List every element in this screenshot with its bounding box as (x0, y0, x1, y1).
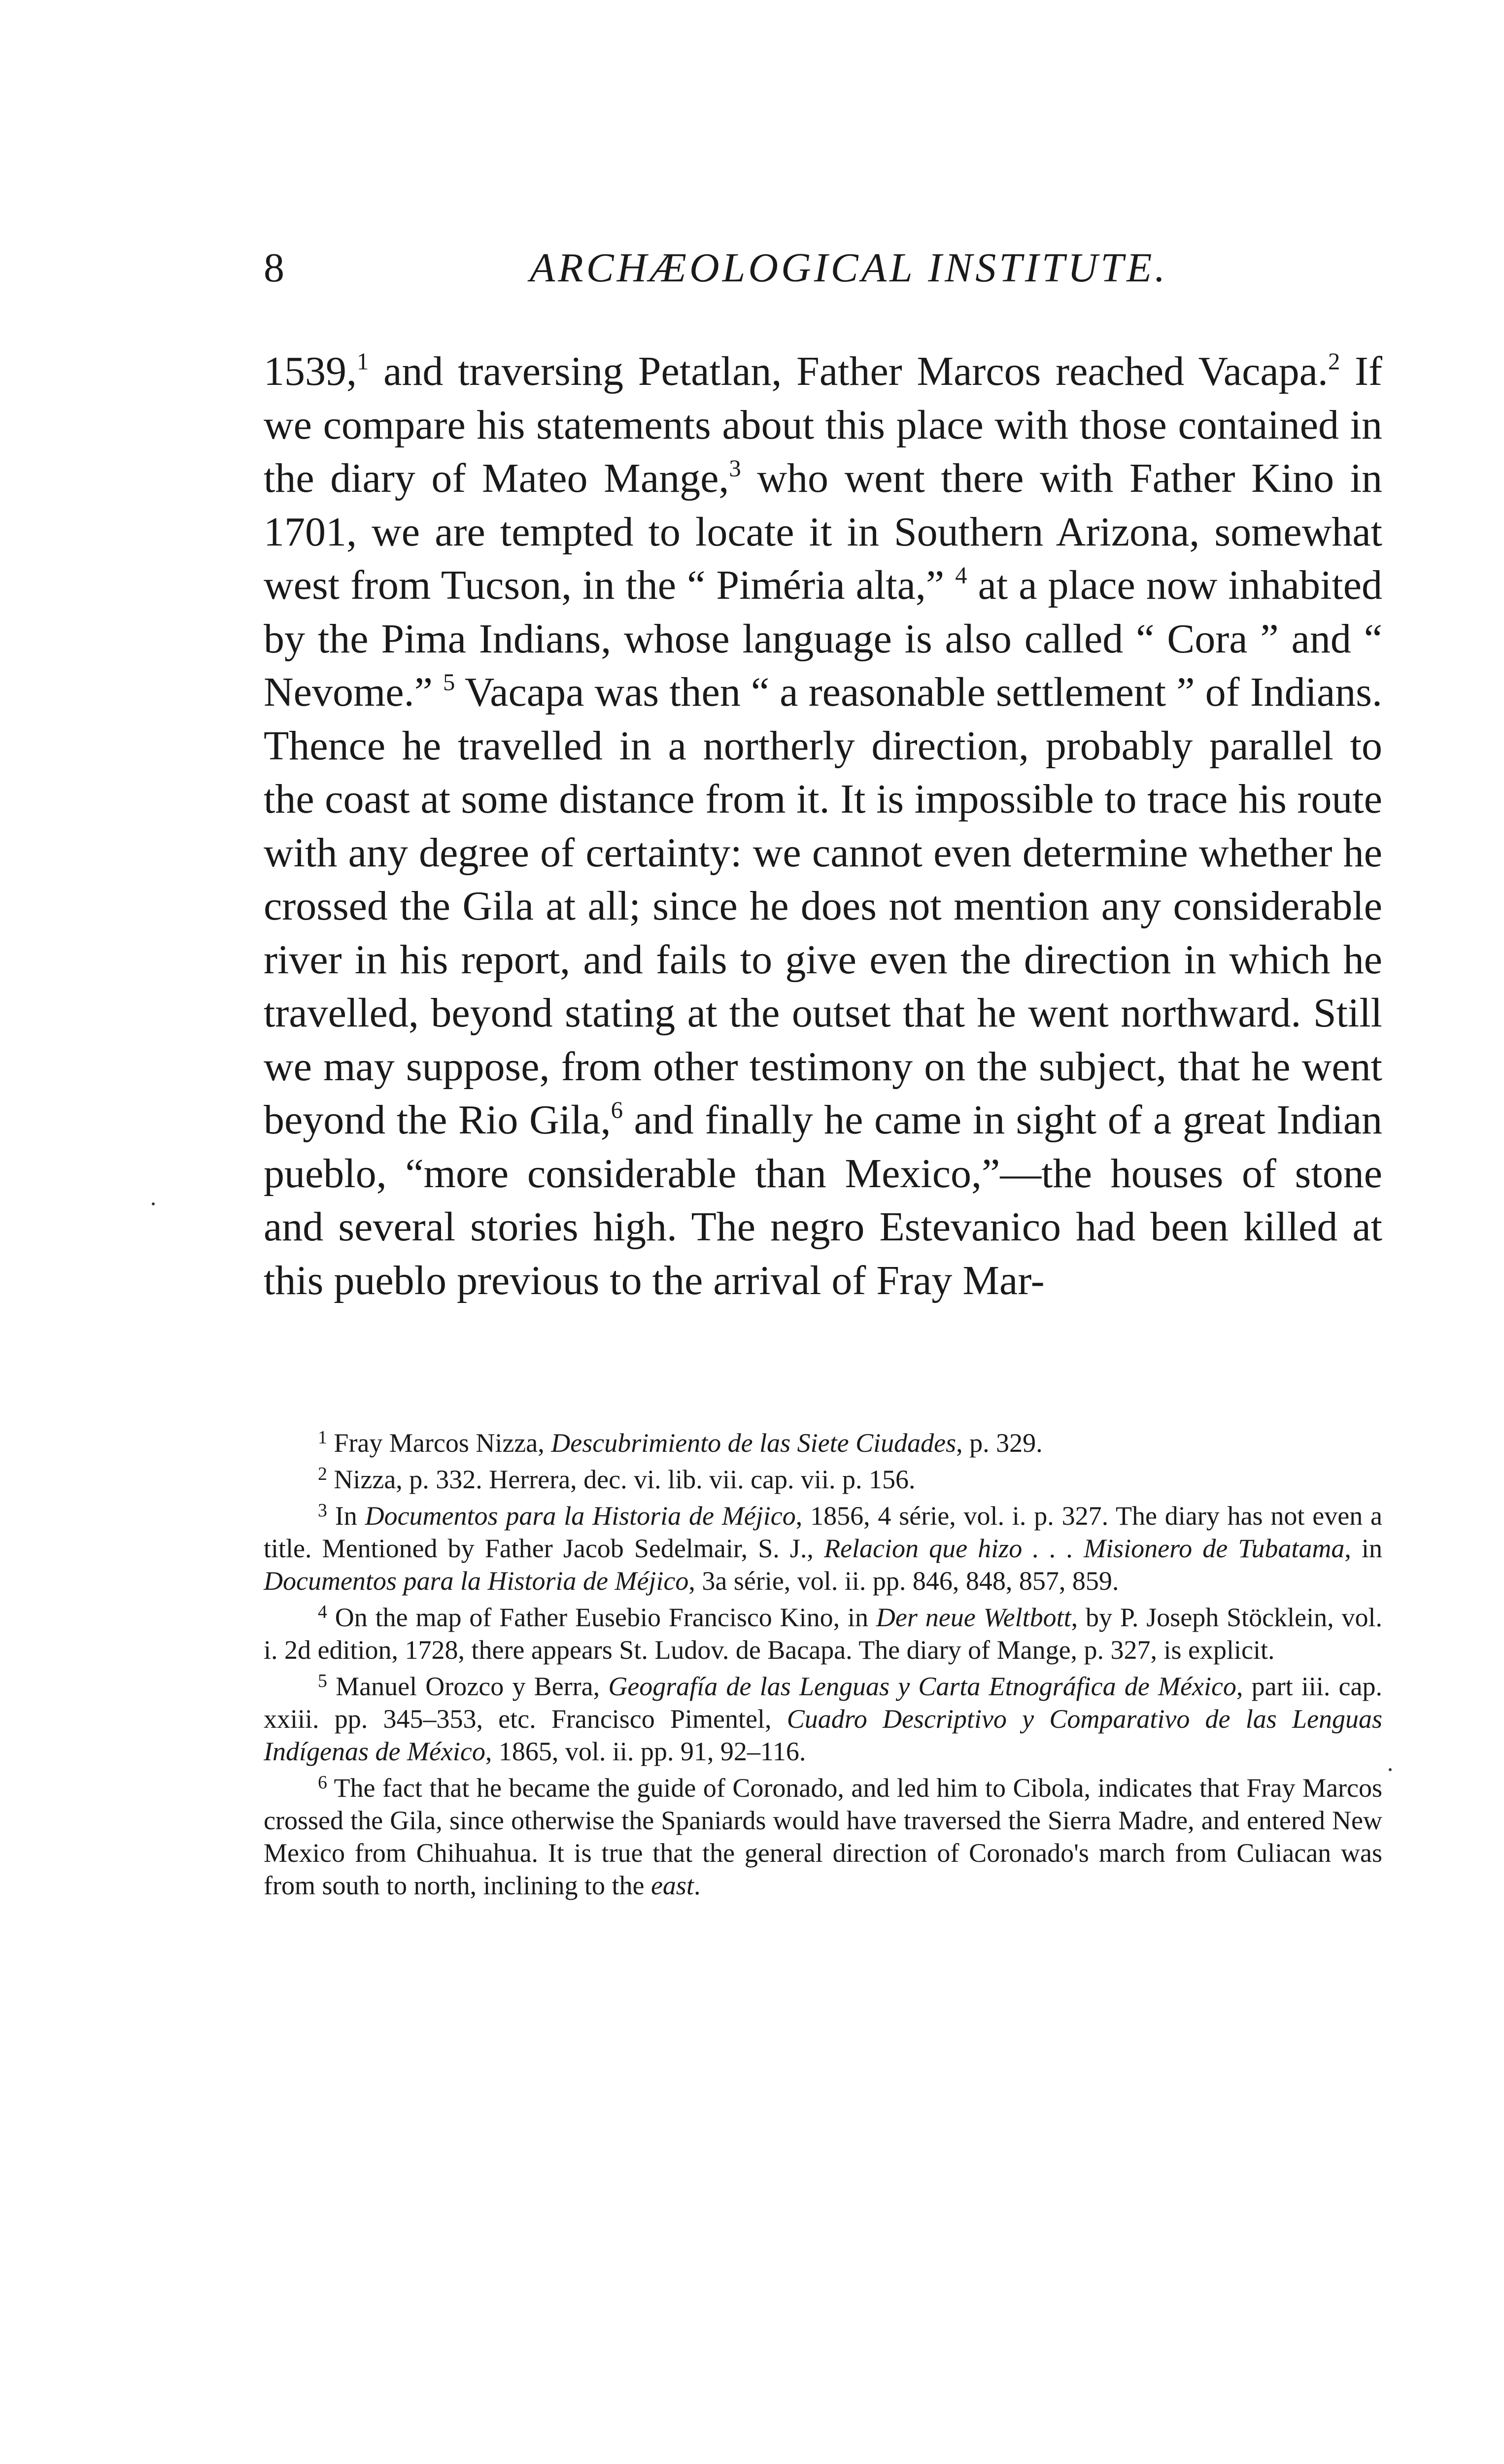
footnote-5 (264, 1670, 1382, 1768)
footnote-title: Documentos para la Historia de Méjico (365, 1501, 796, 1531)
footnote-2 (264, 1463, 1382, 1496)
footnote-text: , part iii. cap. xxiii. pp. 345–353, etc. Francisco Pimentel, (264, 1672, 1382, 1734)
footnotes (264, 1427, 1382, 1906)
footnote-title: Documentos para la Historia de Méjico (264, 1566, 689, 1596)
footnote-3 (264, 1500, 1382, 1597)
footnote-ref-4[interactable]: 4 (955, 562, 967, 589)
footnote-text: On the map of Father Eusebio Francisco Kino, in (327, 1603, 876, 1632)
footnote-text: Nizza, p. 332. Herrera, dec. vi. lib. vii. cap. vii. p. 156. (327, 1465, 916, 1494)
footnote-ref-3[interactable]: 3 (729, 455, 741, 482)
footnote-marker: 4 (318, 1602, 327, 1622)
paper-speck (152, 1202, 155, 1205)
footnote-marker: 5 (318, 1671, 327, 1691)
footnote-text: The fact that he became the guide of Coronado, and led him to Cibola, indicates that Fray Marcos crossed the Gila, since otherwise the Spaniards would have traversed the Sierra Madre, and entered New Mexico from Chihuahua. It is true that the general direction of Coronado's march from Culiacan was from south to north, inclining to the (264, 1773, 1382, 1900)
page-number: 8 (264, 245, 284, 291)
footnote-text: , in (1344, 1534, 1382, 1563)
running-title: ARCHÆOLOGICAL INSTITUTE. (530, 245, 1168, 291)
main-paragraph (264, 345, 1382, 1307)
footnote-marker: 1 (318, 1427, 327, 1448)
footnote-text: , 3a série, vol. ii. pp. 846, 848, 857, 859. (688, 1566, 1119, 1596)
footnote-1 (264, 1427, 1382, 1459)
footnote-text: , p. 329. (956, 1428, 1043, 1458)
footnote-title: Relacion que hizo . . . Misionero de Tubatama (824, 1534, 1345, 1563)
body-text-segment: Vacapa was then “ a reasonable settlement ” of Indians. Thence he travelled in a northerly direction, probably parallel to the coast at some distance from it. It is impossible to trace his route with any degree of certainty: we cannot even determine whether he crossed the Gila at all; since he does not mention any considerable river in his report, and fails to give even the direction in which he travelled, beyond stating at the outset that he went northward. Still we may suppose, from other testimony on the subject, that he went beyond the Rio Gila, (264, 669, 1382, 1143)
body-text-segment: and traversing Petatlan, Father Marcos reached Vacapa. (369, 348, 1328, 394)
body-text-segment: and finally he came in sight of a great Indian pueblo, “more considerable than Mexico,”—the houses of stone and several stories high. The negro Estevanico had been killed at this pueblo previous to the arrival of Fray Mar- (264, 1097, 1383, 1303)
body-text-segment: who went there with Father Kino in 1701, we are tempted to locate it in Southern Arizona, somewhat west from Tucson, in the “ Piméria alta,” (264, 455, 1382, 608)
footnote-text: Manuel Orozco y Berra, (327, 1672, 609, 1701)
paper-speck (1389, 1768, 1392, 1771)
footnote-text: . (693, 1871, 701, 1900)
footnote-marker: 2 (318, 1464, 327, 1484)
footnote-title: Geografía de las Lenguas y Carta Etnográfica de México (608, 1672, 1236, 1701)
footnote-title: Der neue Weltbott (876, 1603, 1071, 1632)
footnote-emphasis: east (650, 1871, 694, 1900)
footnote-6 (264, 1772, 1382, 1902)
footnote-text: Fray Marcos Nizza, (327, 1428, 551, 1458)
footnote-text: , 1865, vol. ii. pp. 91, 92–116. (485, 1737, 806, 1766)
footnote-text: , by P. Joseph Stöcklein, vol. i. 2d edition, 1728, there appears St. Ludov. de Bacapa. The diary of Mange, p. 327, is explicit. (264, 1603, 1382, 1665)
footnote-ref-5[interactable]: 5 (443, 669, 455, 696)
body-text-segment: at a place now inhabited by the Pima Indians, whose language is also called “ Cora ” and “ Nevome.” (264, 562, 1382, 715)
footnote-text: , 1856, 4 série, vol. i. p. 327. The diary has not even a title. Mentioned by Father Jacob Sedelmair, S. J., (264, 1501, 1383, 1563)
footnote-ref-6[interactable]: 6 (611, 1096, 623, 1124)
footnote-marker: 3 (318, 1500, 327, 1521)
footnote-marker: 6 (318, 1772, 327, 1793)
footnote-4 (264, 1601, 1382, 1666)
body-text-segment: If we compare his statements about this place with those contained in the diary of Mateo Mange, (264, 348, 1382, 501)
footnote-title: Cuadro Descriptivo y Comparativo de las Lenguas Indígenas de México (264, 1704, 1382, 1766)
page-header (264, 244, 1392, 298)
footnote-ref-1[interactable]: 1 (357, 348, 369, 375)
footnote-text: In (327, 1501, 365, 1531)
footnote-ref-2[interactable]: 2 (1328, 348, 1340, 375)
footnote-title: Descubrimiento de las Siete Ciudades (551, 1428, 957, 1458)
body-text-segment: 1539, (264, 348, 357, 394)
